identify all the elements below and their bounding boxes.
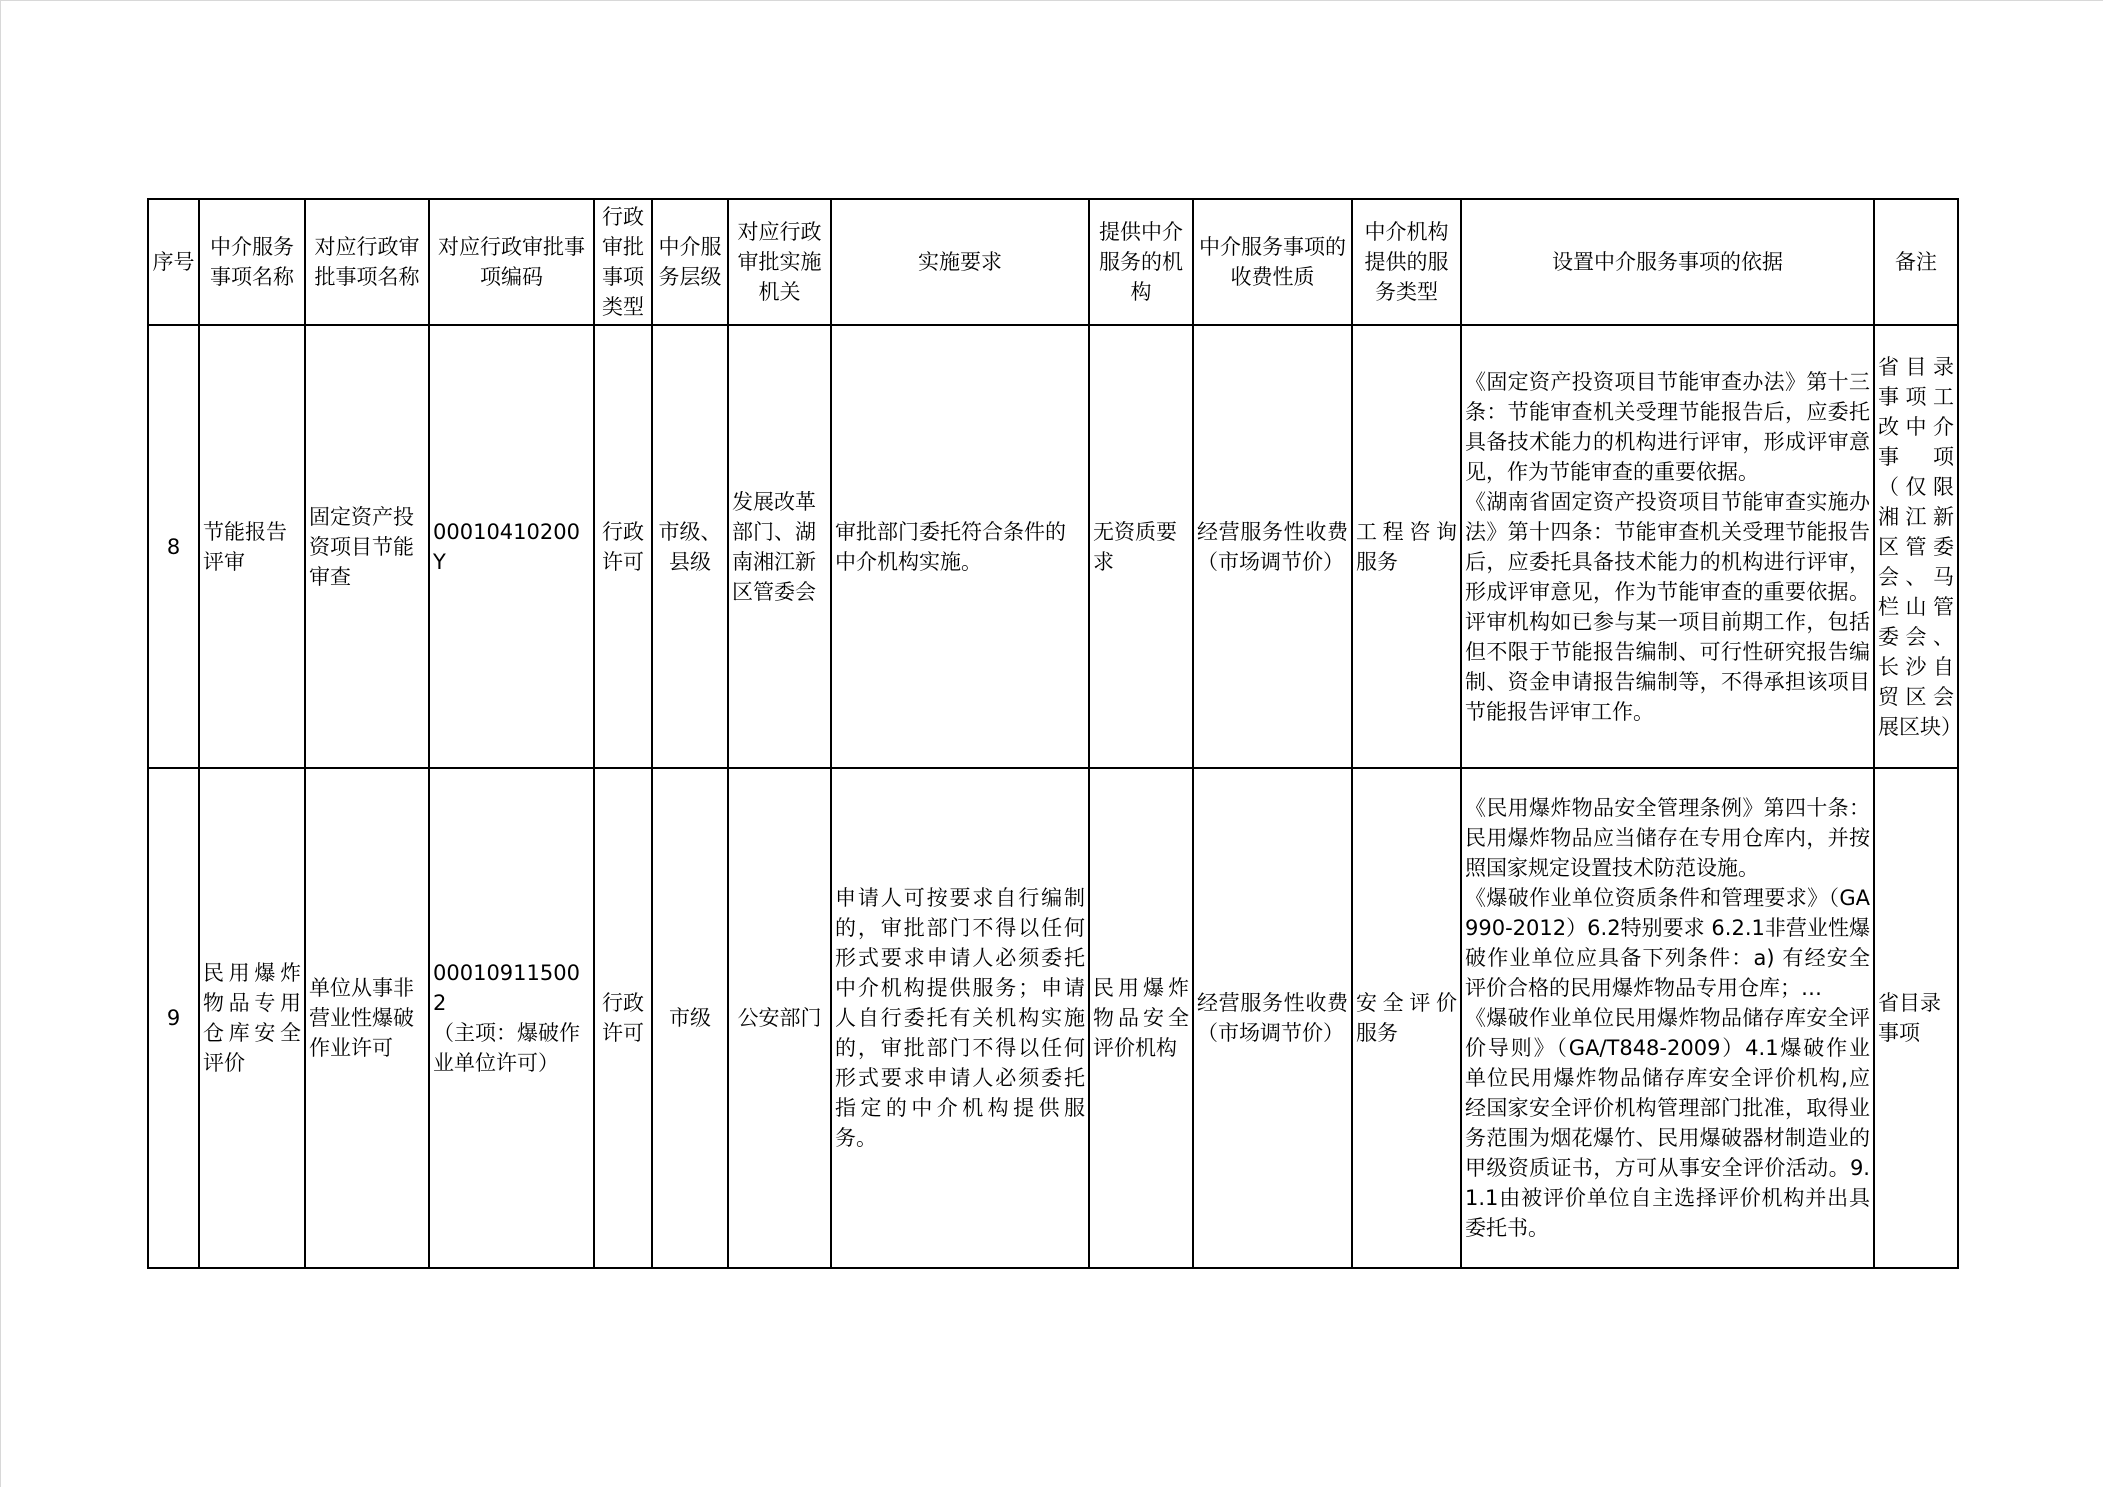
intermediary-services-table <box>147 198 1962 1269</box>
header-service-name: 中介服务事项名称 <box>199 199 305 325</box>
header-no: 序号 <box>148 199 199 325</box>
header-approval-name: 对应行政审批事项名称 <box>305 199 429 325</box>
cell-service-type: 安全评价服务 <box>1352 768 1461 1268</box>
cell-approval-type: 行政许可 <box>594 768 652 1268</box>
table-row <box>148 768 1958 1268</box>
cell-basis <box>1461 768 1874 1268</box>
cell-no: 8 <box>148 325 199 768</box>
cell-no: 9 <box>148 768 199 1268</box>
cell-approval-name: 单位从事非营业性爆破作业许可 <box>305 768 429 1268</box>
basis-paragraph: 《爆破作业单位民用爆炸物品储存库安全评价导则》（GA/T848-2009）4.1爆破作业单位民用爆炸物品储存库安全评价机构,应经国家安全评价机构管理部门批准，取得业务范围为烟花爆竹、民用爆破器材制造业的甲级资质证书，方可从事安全评价活动。9.1.1由被评价单位自主选择评价机构并出具委托书。 <box>1465 1006 1870 1240</box>
header-service-type: 中介机构提供的服务类型 <box>1352 199 1461 325</box>
cell-fee-nature: 经营服务性收费（市场调节价） <box>1193 768 1352 1268</box>
header-level: 中介服务层级 <box>652 199 728 325</box>
header-remark: 备注 <box>1874 199 1958 325</box>
header-fee-nature: 中介服务事项的收费性质 <box>1193 199 1352 325</box>
cell-approval-name: 固定资产投资项目节能审查 <box>305 325 429 768</box>
cell-requirement: 申请人可按要求自行编制的，审批部门不得以任何形式要求申请人必须委托中介机构提供服务；申请人自行委托有关机构实施的，审批部门不得以任何形式要求申请人必须委托指定的中介机构提供服务。 <box>831 768 1089 1268</box>
header-authority: 对应行政审批实施机关 <box>728 199 831 325</box>
basis-paragraph: 《湖南省固定资产投资项目节能审查实施办法》第十四条：节能审查机关受理节能报告后，应委托具备技术能力的机构进行评审，形成评审意见，作为节能审查的重要依据。评审机构如已参与某一项目前期工作，包括但不限于节能报告编制、可行性研究报告编制、资金申请报告编制等，不得承担该项目节能报告评审工作。 <box>1465 489 1870 724</box>
header-requirement: 实施要求 <box>831 199 1089 325</box>
cell-service-name: 民用爆炸物品专用仓库安全评价 <box>199 768 305 1268</box>
cell-provider: 民用爆炸物品安全评价机构 <box>1089 768 1193 1268</box>
cell-service-name: 节能报告评审 <box>199 325 305 768</box>
cell-fee-nature: 经营服务性收费（市场调节价） <box>1193 325 1352 768</box>
cell-requirement: 审批部门委托符合条件的中介机构实施。 <box>831 325 1089 768</box>
header-row <box>148 199 1958 325</box>
header-provider: 提供中介服务的机构 <box>1089 199 1193 325</box>
cell-authority: 发展改革部门、湖南湘江新区管委会 <box>728 325 831 768</box>
cell-level: 市级、县级 <box>652 325 728 768</box>
cell-level: 市级 <box>652 768 728 1268</box>
header-basis: 设置中介服务事项的依据 <box>1461 199 1874 325</box>
table-row <box>148 325 1958 768</box>
basis-paragraph: 《爆破作业单位资质条件和管理要求》（GA990-2012）6.2特别要求 6.2.1非营业性爆破作业单位应具备下列条件：a) 有经安全评价合格的民用爆炸物品专用仓库；… <box>1465 886 1870 1000</box>
cell-provider: 无资质要求 <box>1089 325 1193 768</box>
basis-paragraph: 《固定资产投资项目节能审查办法》第十三条：节能审查机关受理节能报告后，应委托具备技术能力的机构进行评审，形成评审意见，作为节能审查的重要依据。 <box>1465 369 1870 484</box>
cell-approval-code: 00010410200Y <box>429 325 594 768</box>
cell-remark: 省目录事项工改中介事项（仅限湘江新区管委会、马栏山管委会、长沙自贸区会展区块） <box>1874 325 1958 768</box>
cell-service-type: 工程咨询服务 <box>1352 325 1461 768</box>
approval-code: 000109115002 <box>433 961 580 1015</box>
cell-authority: 公安部门 <box>728 768 831 1268</box>
cell-remark: 省目录事项 <box>1874 768 1958 1268</box>
header-approval-code: 对应行政审批事项编码 <box>429 199 594 325</box>
cell-approval-type: 行政许可 <box>594 325 652 768</box>
basis-paragraph: 《民用爆炸物品安全管理条例》第四十条：民用爆炸物品应当储存在专用仓库内，并按照国家规定设置技术防范设施。 <box>1465 796 1870 880</box>
cell-approval-code <box>429 768 594 1268</box>
header-approval-type: 行政审批事项类型 <box>594 199 652 325</box>
approval-code-note: （主项：爆破作业单位许可） <box>433 1021 580 1075</box>
cell-basis <box>1461 325 1874 768</box>
